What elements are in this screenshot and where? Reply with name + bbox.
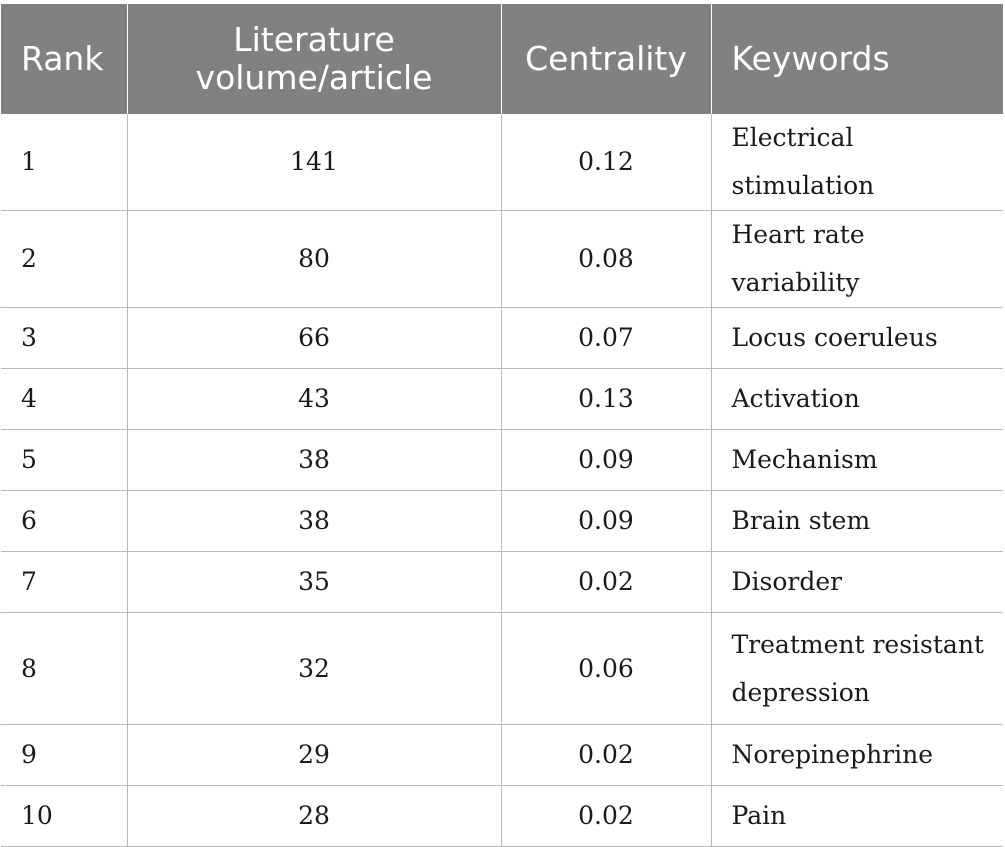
cell-literature-volume: 38 <box>127 430 501 491</box>
header-row <box>1 4 1003 114</box>
cell-centrality: 0.02 <box>501 786 711 847</box>
cell-keyword: Norepinephrine <box>711 725 1003 786</box>
header-centrality: Centrality <box>501 4 711 114</box>
cell-rank: 5 <box>1 430 127 491</box>
table-row <box>1 725 1003 786</box>
table-row <box>1 114 1003 211</box>
table-row <box>1 552 1003 613</box>
cell-rank: 9 <box>1 725 127 786</box>
cell-keyword: Brain stem <box>711 491 1003 552</box>
cell-keyword: Disorder <box>711 552 1003 613</box>
cell-keyword: Heart rate variability <box>711 211 1003 308</box>
cell-centrality: 0.02 <box>501 552 711 613</box>
header-keywords: Keywords <box>711 4 1003 114</box>
cell-centrality: 0.07 <box>501 308 711 369</box>
cell-literature-volume: 28 <box>127 786 501 847</box>
cell-rank: 8 <box>1 613 127 725</box>
cell-literature-volume: 43 <box>127 369 501 430</box>
cell-keyword: Pain <box>711 786 1003 847</box>
cell-centrality: 0.08 <box>501 211 711 308</box>
table-row <box>1 786 1003 847</box>
cell-literature-volume: 38 <box>127 491 501 552</box>
cell-rank: 3 <box>1 308 127 369</box>
cell-keyword: Mechanism <box>711 430 1003 491</box>
header-literature-volume-line1: Literature <box>233 20 395 59</box>
cell-keyword: Electrical stimulation <box>711 114 1003 211</box>
cell-centrality: 0.06 <box>501 613 711 725</box>
header-literature-volume <box>127 4 501 114</box>
table-row <box>1 211 1003 308</box>
cell-literature-volume: 66 <box>127 308 501 369</box>
keywords-table <box>1 4 1003 847</box>
cell-keyword: Treatment resistant depression <box>711 613 1003 725</box>
cell-literature-volume: 35 <box>127 552 501 613</box>
cell-centrality: 0.13 <box>501 369 711 430</box>
cell-rank: 10 <box>1 786 127 847</box>
cell-rank: 4 <box>1 369 127 430</box>
table-row <box>1 369 1003 430</box>
table-row <box>1 613 1003 725</box>
cell-literature-volume: 80 <box>127 211 501 308</box>
cell-keyword: Activation <box>711 369 1003 430</box>
cell-centrality: 0.09 <box>501 430 711 491</box>
cell-rank: 6 <box>1 491 127 552</box>
table-row <box>1 308 1003 369</box>
cell-rank: 7 <box>1 552 127 613</box>
cell-literature-volume: 141 <box>127 114 501 211</box>
cell-literature-volume: 32 <box>127 613 501 725</box>
cell-centrality: 0.12 <box>501 114 711 211</box>
cell-rank: 1 <box>1 114 127 211</box>
table-header <box>1 4 1003 114</box>
header-rank: Rank <box>1 4 127 114</box>
cell-literature-volume: 29 <box>127 725 501 786</box>
table-body <box>1 114 1003 847</box>
cell-centrality: 0.09 <box>501 491 711 552</box>
table-row <box>1 430 1003 491</box>
cell-rank: 2 <box>1 211 127 308</box>
header-literature-volume-line2: volume/article <box>195 58 433 97</box>
table-row <box>1 491 1003 552</box>
cell-centrality: 0.02 <box>501 725 711 786</box>
cell-keyword: Locus coeruleus <box>711 308 1003 369</box>
